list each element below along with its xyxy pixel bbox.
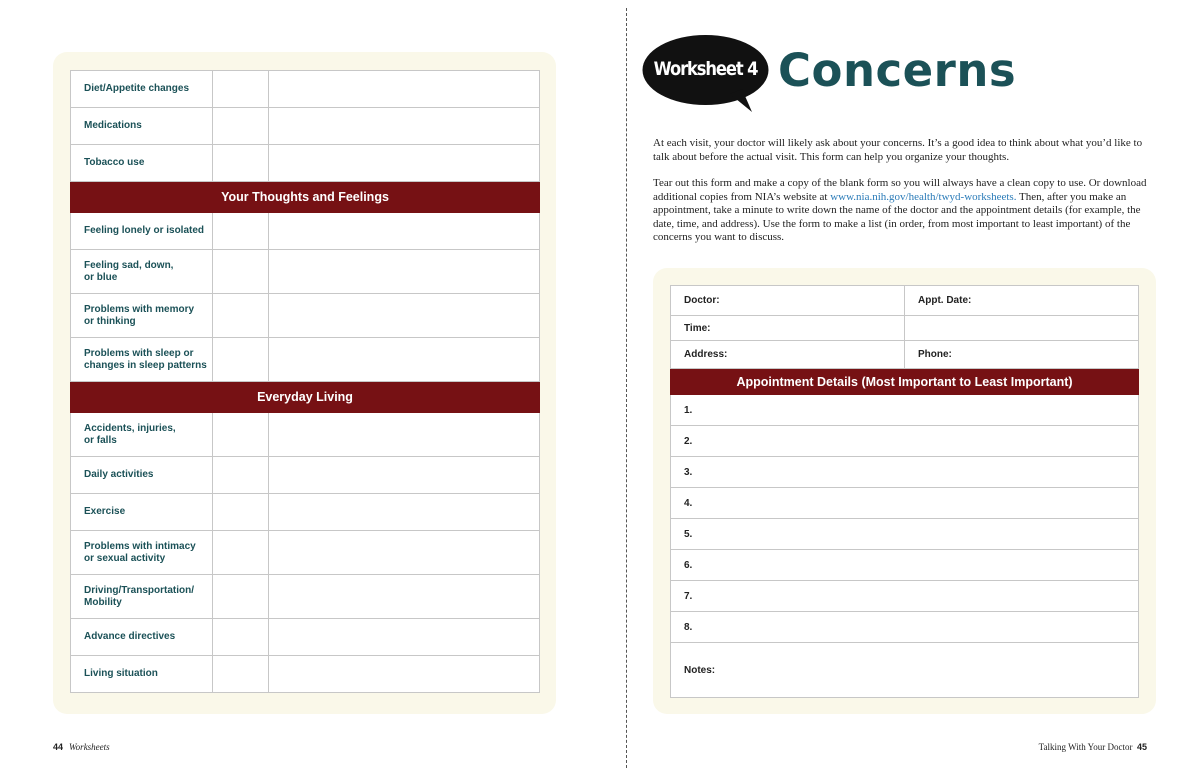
check-cell[interactable] xyxy=(213,294,269,338)
worksheets-link[interactable]: www.nia.nih.gov/health/twyd-worksheets. xyxy=(830,190,1017,203)
check-cell[interactable] xyxy=(213,338,269,382)
notes-cell[interactable] xyxy=(269,656,540,693)
appointment-details-header: Appointment Details (Most Important to Least Important) xyxy=(671,369,1139,395)
intro-paragraph-2-end: Then, after you make an appointment, take a minute to write down the name of the doctor and the appointment details (for example, the date, time, and address). Use the form to make a list (in order, from most important to least important) of the concerns you want to discuss. xyxy=(653,190,1141,243)
concern-item-6[interactable]: 6. xyxy=(671,550,1139,581)
row-label: Feeling sad, down, or blue xyxy=(71,250,213,294)
row-label: Diet/Appetite changes xyxy=(71,71,213,108)
section-header: Everyday Living xyxy=(71,382,540,413)
notes-cell[interactable] xyxy=(269,531,540,575)
notes-cell[interactable] xyxy=(269,145,540,182)
notes-cell[interactable] xyxy=(269,575,540,619)
row-label: Accidents, injuries, or falls xyxy=(71,413,213,457)
table-row xyxy=(71,108,540,145)
table-row xyxy=(71,531,540,575)
left-footer-section: Worksheets xyxy=(69,742,110,752)
intro-paragraph-2-start: Tear out this form and make a copy of the blank form so you will always have a clean copy to use. Or download additional copies from NIA’s website at xyxy=(653,177,1147,203)
table-row xyxy=(71,656,540,693)
notes-cell[interactable] xyxy=(269,71,540,108)
left-footer xyxy=(53,742,110,752)
notes-cell[interactable] xyxy=(269,250,540,294)
time-field[interactable]: Time: xyxy=(671,316,905,341)
table-row xyxy=(71,619,540,656)
concern-item-1[interactable]: 1. xyxy=(671,395,1139,426)
concern-item-7[interactable]: 7. xyxy=(671,581,1139,612)
table-row xyxy=(71,71,540,108)
concern-item-3[interactable]: 3. xyxy=(671,457,1139,488)
notes-cell[interactable] xyxy=(269,213,540,250)
table-row xyxy=(71,413,540,457)
doctor-field[interactable]: Doctor: xyxy=(671,286,905,316)
check-cell[interactable] xyxy=(213,494,269,531)
row-label: Advance directives xyxy=(71,619,213,656)
row-label: Problems with memory or thinking xyxy=(71,294,213,338)
table-row xyxy=(71,250,540,294)
row-label: Daily activities xyxy=(71,457,213,494)
row-label: Problems with sleep or changes in sleep patterns xyxy=(71,338,213,382)
right-footer-title: Talking With Your Doctor xyxy=(1038,742,1133,752)
notes-cell[interactable] xyxy=(269,108,540,145)
concern-item-4[interactable]: 4. xyxy=(671,488,1139,519)
row-label: Living situation xyxy=(71,656,213,693)
notes-field[interactable]: Notes: xyxy=(671,643,1139,698)
check-cell[interactable] xyxy=(213,457,269,494)
page-spine-divider xyxy=(626,8,627,768)
check-cell[interactable] xyxy=(213,656,269,693)
row-label: Driving/Transportation/ Mobility xyxy=(71,575,213,619)
notes-cell[interactable] xyxy=(269,457,540,494)
worksheet-number-label: Worksheet 4 xyxy=(653,58,758,80)
check-cell[interactable] xyxy=(213,71,269,108)
table-row xyxy=(71,494,540,531)
concern-item-8[interactable]: 8. xyxy=(671,612,1139,643)
table-row xyxy=(71,294,540,338)
intro-paragraph-1: At each visit, your doctor will likely ask about your concerns. It’s a good idea to think about what you’d like to talk about before the actual visit. This form can help you organize your thoughts. xyxy=(653,137,1143,163)
appt-date-field[interactable]: Appt. Date: xyxy=(905,286,1139,316)
intro-text xyxy=(653,137,1153,258)
intro-paragraph-2 xyxy=(653,177,1153,245)
table-row xyxy=(71,457,540,494)
check-cell[interactable] xyxy=(213,413,269,457)
notes-cell[interactable] xyxy=(269,338,540,382)
table-row xyxy=(71,575,540,619)
row-label: Feeling lonely or isolated xyxy=(71,213,213,250)
row-label: Medications xyxy=(71,108,213,145)
notes-cell[interactable] xyxy=(269,494,540,531)
right-page-number: 45 xyxy=(1136,742,1147,752)
concern-item-2[interactable]: 2. xyxy=(671,426,1139,457)
check-cell[interactable] xyxy=(213,619,269,656)
check-cell[interactable] xyxy=(213,575,269,619)
notes-cell[interactable] xyxy=(269,294,540,338)
row-label: Exercise xyxy=(71,494,213,531)
time-extra-field[interactable] xyxy=(905,316,1139,341)
section-header: Your Thoughts and Feelings xyxy=(71,182,540,213)
table-row xyxy=(71,338,540,382)
check-cell[interactable] xyxy=(213,145,269,182)
check-cell[interactable] xyxy=(213,531,269,575)
row-label: Problems with intimacy or sexual activity xyxy=(71,531,213,575)
left-page-number: 44 xyxy=(53,742,64,752)
table-row xyxy=(71,145,540,182)
page-title: Concerns xyxy=(778,44,1017,97)
table-row xyxy=(71,213,540,250)
check-cell[interactable] xyxy=(213,108,269,145)
appointment-form-table xyxy=(670,285,1139,698)
check-cell[interactable] xyxy=(213,213,269,250)
left-worksheet-table xyxy=(70,70,540,693)
concern-item-5[interactable]: 5. xyxy=(671,519,1139,550)
notes-cell[interactable] xyxy=(269,619,540,656)
check-cell[interactable] xyxy=(213,250,269,294)
row-label: Tobacco use xyxy=(71,145,213,182)
address-field[interactable]: Address: xyxy=(671,341,905,369)
notes-cell[interactable] xyxy=(269,413,540,457)
phone-field[interactable]: Phone: xyxy=(905,341,1139,369)
right-footer xyxy=(1039,742,1147,752)
